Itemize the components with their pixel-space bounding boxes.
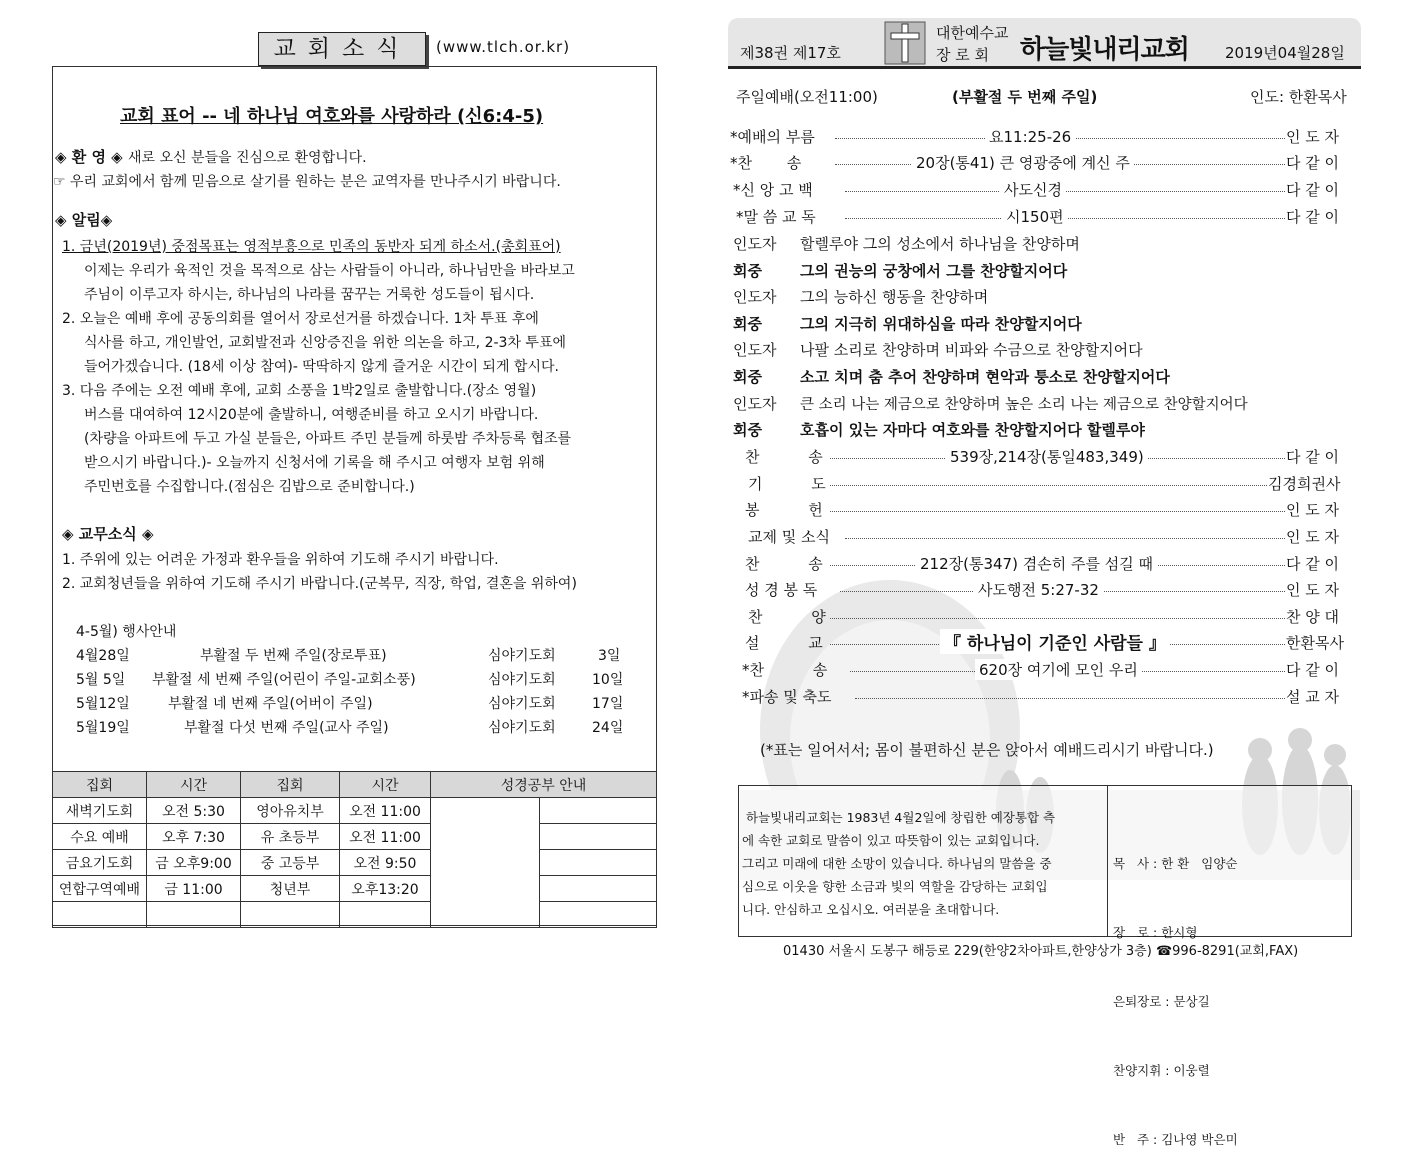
table-cell: 수요 예배: [53, 824, 147, 850]
order-content: 요11:25-26: [985, 126, 1075, 147]
table-row: [53, 824, 657, 850]
staff-line: 반 주 : 김나영 박은미: [1113, 1132, 1238, 1147]
church-motto: 교회 표어 -- 네 하나님 여호와를 사랑하라 (신6:4-5): [120, 106, 544, 127]
events-heading: 4-5월) 행사안내: [76, 624, 177, 640]
table-cell: 영아유치부: [241, 798, 340, 824]
order-content: 620장 여기에 모인 우리: [975, 659, 1142, 680]
notice-line-1: 1. 금년(2019년) 중점목표는 영적부흥으로 민족의 동반자 되게 하소서.(총회표어): [62, 239, 561, 255]
bible-study-cell: [540, 876, 657, 902]
table-header: 성경공부 안내: [431, 772, 657, 798]
bible-study-cell: [540, 824, 657, 850]
church-name: 하늘빛내리교회: [1020, 35, 1189, 65]
reading-who: 회중: [733, 368, 762, 386]
order-who: 다 같 이: [1286, 208, 1340, 226]
reading-text: 소고 치며 춤 추어 찬양하며 현악과 퉁소로 찬양할지어다: [800, 368, 1170, 386]
reading-who: 회중: [733, 262, 762, 280]
table-cell: 오전 9:50: [340, 850, 431, 876]
table-cell: 새벽기도회: [53, 798, 147, 824]
bible-study-cell: [540, 850, 657, 876]
staff-news-heading: ◈ 교무소식 ◈: [62, 525, 154, 543]
order-content: 시150편: [1002, 206, 1068, 227]
church-url[interactable]: (www.tlch.or.kr): [436, 38, 571, 56]
order-who: 김경희권사: [1268, 475, 1341, 493]
order-who: 다 같 이: [1286, 181, 1340, 199]
denomination-line-1: 대한예수교: [936, 24, 1009, 42]
notice-heading: ◈ 알림◈: [55, 211, 113, 229]
event-meeting: 심야기도회: [488, 648, 556, 664]
bulletin-date: 2019년04월28일: [1225, 44, 1345, 62]
order-label: *예배의 부름: [730, 128, 815, 146]
order-content: 212장(통347) 겸손히 주를 섬길 때: [916, 553, 1157, 574]
leader-dots: [830, 485, 1267, 486]
notice-line-5: 식사를 하고, 개인발언, 교회발전과 신앙증진을 위한 의논을 하고, 2-3차 투표에: [84, 335, 566, 351]
reading-text: 나팔 소리로 찬양하며 비파와 수금으로 찬양할지어다: [800, 341, 1143, 359]
order-label: 찬 양: [748, 608, 826, 626]
order-content: 사도신경: [1000, 179, 1066, 200]
table-row: [53, 798, 657, 824]
reading-text: 큰 소리 나는 제금으로 찬양하며 높은 소리 나는 제금으로 찬양할지어다: [800, 397, 1248, 413]
reading-who: 인도자: [733, 341, 777, 359]
bible-study-cell: [540, 798, 657, 824]
notice-line-9: (차량을 아파트에 두고 가실 분들은, 아파트 주민 분들께 하룻밤 주차등록 협조를: [84, 431, 572, 447]
table-cell: 유 초등부: [241, 824, 340, 850]
order-label: 찬 송: [745, 555, 823, 573]
staff-news-1: 1. 주위에 있는 어려운 가정과 환우들을 위하여 기도해 주시기 바랍니다.: [62, 552, 499, 568]
notice-line-2: 이제는 우리가 육적인 것을 목적으로 삼는 사람들이 아니라, 하나님만을 바라보고: [84, 263, 575, 279]
table-header: 집회: [53, 772, 147, 798]
staff-line: 은퇴장로 : 문상길: [1113, 994, 1210, 1009]
service-time: 주일예배(오전11:00): [736, 88, 878, 106]
notice-line-10: 받으시기 바랍니다.)- 오늘까지 신청서에 기록을 해 주시고 여행자 보험 위해: [84, 455, 545, 471]
order-label: 교제 및 소식: [748, 528, 830, 546]
reading-text: 그의 권능의 궁창에서 그를 찬양할지어다: [800, 262, 1068, 280]
table-cell: [147, 902, 241, 928]
order-who: 다 같 이: [1286, 448, 1340, 466]
order-label: *찬 송: [742, 661, 828, 679]
reading-text: 할렐루야 그의 성소에서 하나님을 찬양하며: [800, 235, 1080, 253]
table-header: 집회: [241, 772, 340, 798]
reading-who: 회중: [733, 315, 762, 333]
table-header: 시간: [340, 772, 431, 798]
table-cell: 금 11:00: [147, 876, 241, 902]
order-who: 다 같 이: [1286, 154, 1340, 172]
order-who: 인 도 자: [1286, 581, 1340, 599]
sunday-name: (부활절 두 번째 주일): [952, 88, 1098, 106]
order-who: 인 도 자: [1286, 501, 1340, 519]
reading-who: 회중: [733, 421, 762, 439]
table-cell: 중 고등부: [241, 850, 340, 876]
reading-text: 그의 지극히 위대하심을 따라 찬양할지어다: [800, 315, 1082, 333]
order-who: 인 도 자: [1286, 128, 1340, 146]
event-date: 5월 5일: [76, 672, 126, 688]
event-name: 부활절 세 번째 주일(어린이 주일-교회소풍): [152, 672, 416, 688]
event-day: 24일: [592, 720, 624, 736]
church-intro: [742, 806, 1055, 921]
order-content: 사도행전 5:27-32: [974, 579, 1103, 600]
table-cell: [53, 902, 147, 928]
event-date: 5월19일: [76, 720, 130, 736]
notice-line-8: 버스를 대여하여 12시20분에 출발하니, 여행준비를 하고 오시기 바랍니다.: [84, 407, 539, 423]
table-cell: 금요기도회: [53, 850, 147, 876]
sermon-title: 『 하나님이 기준인 사람들 』: [940, 629, 1170, 654]
table-header-row: [53, 772, 657, 798]
order-who: 다 같 이: [1286, 661, 1340, 679]
event-day: 3일: [598, 648, 621, 664]
table-cell: 오후13:20: [340, 876, 431, 902]
news-title: 교회소식: [258, 32, 426, 66]
event-name: 부활절 다섯 번째 주일(교사 주일): [184, 720, 389, 736]
bible-study-cell: [540, 902, 657, 928]
event-meeting: 심야기도회: [488, 696, 556, 712]
event-day: 10일: [592, 672, 624, 688]
church-address: 01430 서울시 도봉구 해등로 229(한양2차아파트,한양상가 3층) ☎996-8291(교회,FAX): [783, 944, 1299, 959]
staff-line: 장 로 : 한시형: [1113, 925, 1198, 940]
table-cell: 금 오후9:00: [147, 850, 241, 876]
table-cell: 오후 7:30: [147, 824, 241, 850]
order-who: 한환목사: [1286, 634, 1344, 652]
table-row: [53, 850, 657, 876]
reading-who: 인도자: [733, 288, 777, 306]
leader-dots: [855, 698, 1285, 699]
table-cell: 오전 11:00: [340, 798, 431, 824]
event-day: 17일: [592, 696, 624, 712]
order-who: 설 교 자: [1286, 688, 1340, 706]
intro-line: 그리고 미래에 대한 소망이 있습니다. 하나님의 말씀을 중: [742, 856, 1052, 871]
leader-dots: [830, 618, 1285, 619]
reading-text: 그의 능하신 행동을 찬양하며: [800, 288, 989, 306]
welcome-text: 새로 오신 분들을 진심으로 환영합니다.: [127, 150, 367, 166]
reading-who: 인도자: [733, 395, 777, 413]
table-cell: [241, 902, 340, 928]
welcome-line: ☞ 우리 교회에서 함께 믿음으로 살기를 원하는 분은 교역자를 만나주시기 바랍니다.: [53, 174, 561, 190]
notice-line-4: 2. 오늘은 예배 후에 공동의회를 열어서 장로선거를 하겠습니다. 1차 투표 후에: [62, 311, 539, 327]
welcome-head: ◈ 환 영 ◈: [55, 148, 123, 166]
staff-news-2: 2. 교회청년들을 위하여 기도해 주시기 바랍니다.(군복무, 직장, 학업, 결혼을 위하여): [62, 576, 577, 592]
leader-dots: [845, 538, 1285, 539]
intro-line: 하늘빛내리교회는 1983년 4월2일에 창립한 예장통합 측: [746, 810, 1056, 825]
reading-text: 호흡이 있는 자마다 여호와를 찬양할지어다 할렐루야: [800, 421, 1145, 439]
order-content: 20장(통41) 큰 영광중에 계신 주: [912, 152, 1134, 173]
service-leader: 인도: 한환목사: [1250, 88, 1347, 106]
order-label: *파송 및 축도: [742, 688, 832, 706]
order-label: 찬 송: [745, 448, 823, 466]
order-label: *말 씀 교 독: [736, 208, 816, 226]
order-content: 539장,214장(통일483,349): [946, 446, 1148, 467]
table-cell: 오전 5:30: [147, 798, 241, 824]
cross-logo-icon: [883, 20, 927, 66]
table-cell: 오전 11:00: [340, 824, 431, 850]
order-label: 기 도: [748, 475, 826, 493]
event-meeting: 심야기도회: [488, 720, 556, 736]
staff-line: 목 사 : 한 환 임양순: [1113, 856, 1238, 871]
table-cell: [340, 902, 431, 928]
standing-note: (*표는 일어서서; 몸이 불편하신 분은 앉아서 예배드리시기 바랍니다.): [760, 741, 1214, 759]
table-row: [53, 902, 657, 928]
staff-line: 찬양지휘 : 이웅렬: [1113, 1063, 1210, 1078]
staff-list: [1113, 806, 1238, 1174]
intro-line: 에 속한 교회로 말씀이 있고 따뜻함이 있는 교회입니다.: [742, 833, 1040, 848]
table-cell: 청년부: [241, 876, 340, 902]
schedule-table: [52, 771, 657, 928]
notice-line-11: 주민번호를 수집합니다.(점심은 김밥으로 준비합니다.): [84, 479, 415, 495]
table-header: 시간: [147, 772, 241, 798]
event-name: 부활절 두 번째 주일(장로투표): [200, 648, 387, 664]
order-label: 성 경 봉 독: [745, 581, 818, 599]
order-label: *찬 송: [730, 154, 802, 172]
event-meeting: 심야기도회: [488, 672, 556, 688]
notice-line-7: 3. 다음 주에는 오전 예배 후에, 교회 소풍을 1박2일로 출발합니다.(장소 영월): [62, 383, 537, 399]
table-cell: 연합구역예배: [53, 876, 147, 902]
order-label: 봉 헌: [745, 501, 823, 519]
event-name: 부활절 네 번째 주일(어버이 주일): [168, 696, 373, 712]
order-label: 설 교: [745, 634, 823, 652]
intro-line: 심으로 이웃을 향한 소금과 빛의 역할을 감당하는 교회입: [742, 879, 1048, 894]
bible-study-cell: [431, 798, 540, 928]
notice-line-6: 들어가겠습니다. (18세 이상 참여)- 딱딱하지 않게 즐거운 시간이 되게 합시다.: [84, 359, 559, 375]
reading-who: 인도자: [733, 235, 777, 253]
intro-line: 니다. 안심하고 오십시오. 여러분을 초대합니다.: [742, 902, 1000, 917]
event-date: 5월12일: [76, 696, 130, 712]
intro-divider: [1107, 786, 1108, 936]
denomination-line-2: 장 로 회: [936, 46, 990, 64]
notice-line-3: 주님이 이루고자 하시는, 하나님의 나라를 꿈꾸는 거룩한 성도들이 됩시다.: [84, 287, 535, 303]
order-who: 다 같 이: [1286, 555, 1340, 573]
volume-number: 제38권 제17호: [740, 44, 841, 62]
welcome-heading: [55, 146, 367, 167]
order-who: 인 도 자: [1286, 528, 1340, 546]
table-row: [53, 876, 657, 902]
leader-dots: [830, 511, 1285, 512]
event-date: 4월28일: [76, 648, 130, 664]
bulletin-header: [728, 18, 1361, 70]
order-who: 찬 양 대: [1286, 608, 1340, 626]
order-label: *신 앙 고 백: [733, 181, 813, 199]
